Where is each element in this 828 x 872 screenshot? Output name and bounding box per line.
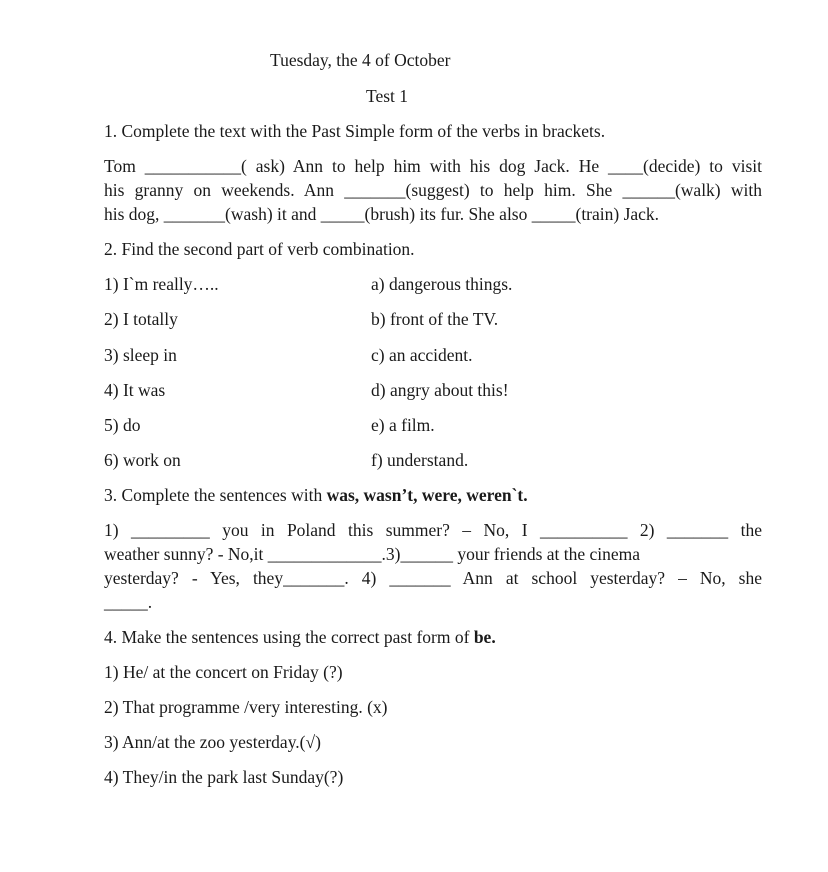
task1-text-line-3: his dog, _______(wash) it and _____(brush) its fur. She also _____(train) Jack. [104, 204, 660, 224]
task4-item-2: 2) That programme /very interesting. (x) [104, 697, 388, 717]
task3-instruction-bold: was, wasn’t, were, weren`t. [326, 485, 528, 505]
task1-text-line-1: Tom ___________( ask) Ann to help him with his dog Jack. He ____(decide) to visit [104, 156, 762, 176]
task2-right-item-e: e) a film. [371, 415, 435, 435]
task1-text-line-2: his granny on weekends. Ann _______(suggest) to help him. She ______(walk) with [104, 180, 762, 200]
task2-left-item-5: 5) do [104, 415, 141, 435]
task3-text-line-1: 1) _________ you in Poland this summer? – No, I __________ 2) _______ the [104, 520, 762, 540]
date-heading: Tuesday, the 4 of October [270, 50, 451, 70]
task4-instruction [104, 626, 496, 648]
task2-right-item-f: f) understand. [371, 450, 469, 470]
task2-right-item-b: b) front of the TV. [371, 309, 499, 329]
task3-text-line-4: _____. [104, 592, 153, 612]
task4-item-3: 3) Ann/at the zoo yesterday.(√) [104, 732, 321, 752]
task2-left-item-2: 2) I totally [104, 309, 178, 329]
task2-left-item-4: 4) It was [104, 380, 166, 400]
task4-item-1: 1) He/ at the concert on Friday (?) [104, 662, 343, 682]
task1-instruction: 1. Complete the text with the Past Simple form of the verbs in brackets. [104, 121, 606, 141]
task3-text-line-2: weather sunny? - No,it _____________.3)______ your friends at the cinema [104, 544, 641, 564]
task4-item-4: 4) They/in the park last Sunday(?) [104, 767, 344, 787]
task3-text-line-3: yesterday? - Yes, they_______. 4) _______ Ann at school yesterday? – No, she [104, 568, 762, 588]
test-title: Test 1 [366, 86, 409, 106]
task3-instruction [104, 484, 528, 506]
task2-left-item-3: 3) sleep in [104, 345, 177, 365]
task4-instruction-text: 4. Make the sentences using the correct past form of [104, 627, 474, 647]
task3-instruction-text: 3. Complete the sentences with [104, 485, 327, 505]
task2-right-item-d: d) angry about this! [371, 380, 509, 400]
task2-right-item-c: c) an accident. [371, 345, 473, 365]
task2-left-item-6: 6) work on [104, 450, 181, 470]
task2-left-item-1: 1) I`m really….. [104, 274, 219, 294]
task2-right-item-a: a) dangerous things. [371, 274, 513, 294]
task4-instruction-bold: be. [473, 627, 496, 647]
task2-instruction: 2. Find the second part of verb combination. [104, 239, 415, 259]
